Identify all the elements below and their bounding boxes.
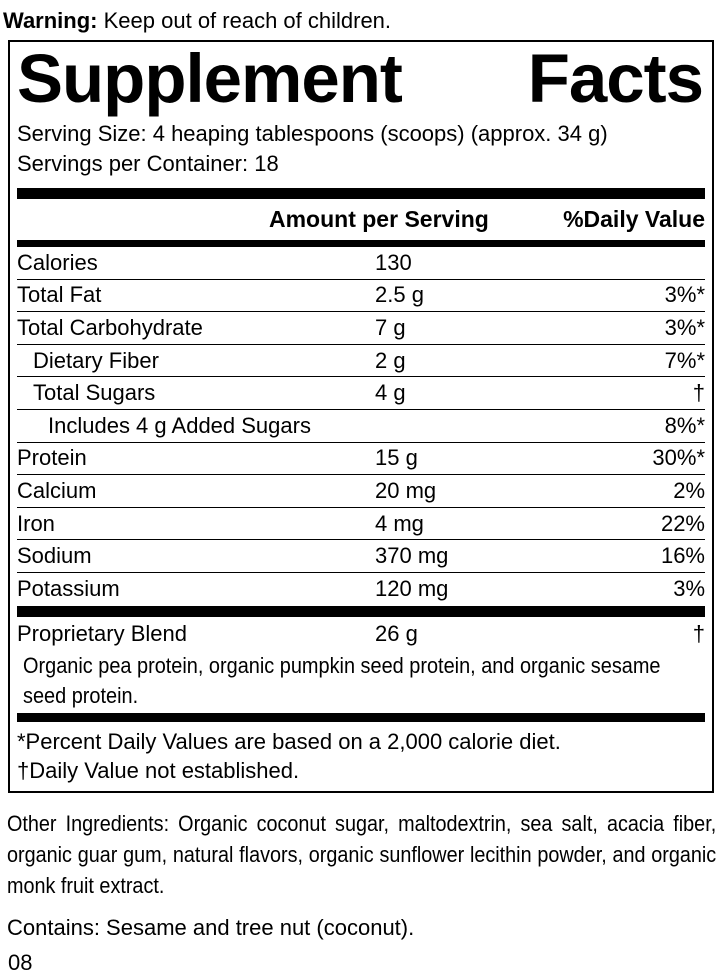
serving-size: Serving Size: 4 heaping tablespoons (scoops) (approx. 34 g) xyxy=(17,121,608,146)
nutrient-name: Iron xyxy=(17,510,55,536)
table-row xyxy=(17,475,705,508)
blend-row xyxy=(17,617,705,651)
blend-description: Organic pea protein, organic pumpkin seed protein, and organic sesame seed protein. xyxy=(23,652,661,708)
header-amount-per-serving: Amount per Serving xyxy=(269,206,489,232)
nutrient-name: Sodium xyxy=(17,543,92,569)
nutrient-amount: 130 xyxy=(375,249,412,275)
nutrient-rows xyxy=(17,247,705,606)
table-row xyxy=(17,345,705,378)
warning-label: Warning: xyxy=(3,8,98,33)
nutrient-name: Protein xyxy=(17,445,87,471)
nutrient-dv: 3%* xyxy=(664,282,705,308)
supplement-facts-panel xyxy=(8,40,714,793)
title-word-facts: Facts xyxy=(527,40,703,117)
nutrient-dv: 16% xyxy=(660,543,705,569)
nutrient-dv: † xyxy=(692,380,705,406)
nutrient-amount: 4 mg xyxy=(375,510,424,536)
divider-bar-small xyxy=(17,713,705,722)
table-row xyxy=(17,377,705,410)
table-row xyxy=(17,540,705,573)
footnote-percent-daily-values: *Percent Daily Values are based on a 2,000 calorie diet. xyxy=(17,728,561,754)
table-row xyxy=(17,573,705,606)
nutrient-amount: 2 g xyxy=(375,347,406,373)
nutrient-amount: 2.5 g xyxy=(375,282,424,308)
other-ingredients: Other Ingredients: Organic coconut sugar, maltodextrin, sea salt, acacia fiber, organic guar gum, natural flavors, organic sunflower lecithin powder, and organic monk fruit extract. xyxy=(7,810,717,898)
blend-amount: 26 g xyxy=(375,620,418,646)
nutrient-amount: 15 g xyxy=(375,445,418,471)
nutrient-name: Total Carbohydrate xyxy=(17,314,203,340)
table-row xyxy=(17,508,705,541)
nutrient-dv: 22% xyxy=(660,510,705,536)
nutrient-amount: 7 g xyxy=(375,314,406,340)
warning-message: Keep out of reach of children. xyxy=(103,8,392,33)
nutrient-dv: 3%* xyxy=(664,314,705,340)
table-row xyxy=(17,443,705,476)
nutrient-dv: 3% xyxy=(673,576,705,602)
table-header xyxy=(17,199,705,240)
nutrient-name: Total Sugars xyxy=(33,380,156,406)
nutrient-amount: 4 g xyxy=(375,380,406,406)
contains-statement: Contains: Sesame and tree nut (coconut). xyxy=(7,914,415,940)
panel-title xyxy=(17,40,705,117)
blend-name: Proprietary Blend xyxy=(17,620,187,646)
table-row xyxy=(17,280,705,313)
warning-text xyxy=(0,0,720,34)
nutrient-name: Includes 4 g Added Sugars xyxy=(48,412,311,438)
table-row xyxy=(17,410,705,443)
nutrient-amount: 20 mg xyxy=(375,477,437,503)
nutrient-name: Dietary Fiber xyxy=(33,347,159,373)
divider-bar-medium xyxy=(17,240,705,247)
nutrient-amount: 370 mg xyxy=(375,543,449,569)
nutrient-amount: 120 mg xyxy=(375,576,449,602)
title-word-supplement: Supplement xyxy=(17,40,402,117)
nutrient-dv: 2% xyxy=(673,477,705,503)
servings-per-container: Servings per Container: 18 xyxy=(17,151,279,176)
table-row xyxy=(17,247,705,280)
nutrient-dv: 7%* xyxy=(664,347,705,373)
divider-bar-thick xyxy=(17,606,705,617)
nutrient-name: Total Fat xyxy=(17,282,102,308)
blend-dv: † xyxy=(692,620,705,646)
nutrient-name: Calories xyxy=(17,249,98,275)
nutrient-name: Calcium xyxy=(17,477,97,503)
footnote-daily-value-not-established: †Daily Value not established. xyxy=(17,757,300,783)
header-daily-value: %Daily Value xyxy=(563,206,705,232)
nutrient-dv: 8%* xyxy=(664,412,705,438)
nutrient-dv: 30%* xyxy=(652,445,705,471)
footer-code: 08 xyxy=(8,949,33,975)
table-row xyxy=(17,312,705,345)
nutrient-name: Potassium xyxy=(17,576,120,602)
divider-bar-thick xyxy=(17,188,705,199)
